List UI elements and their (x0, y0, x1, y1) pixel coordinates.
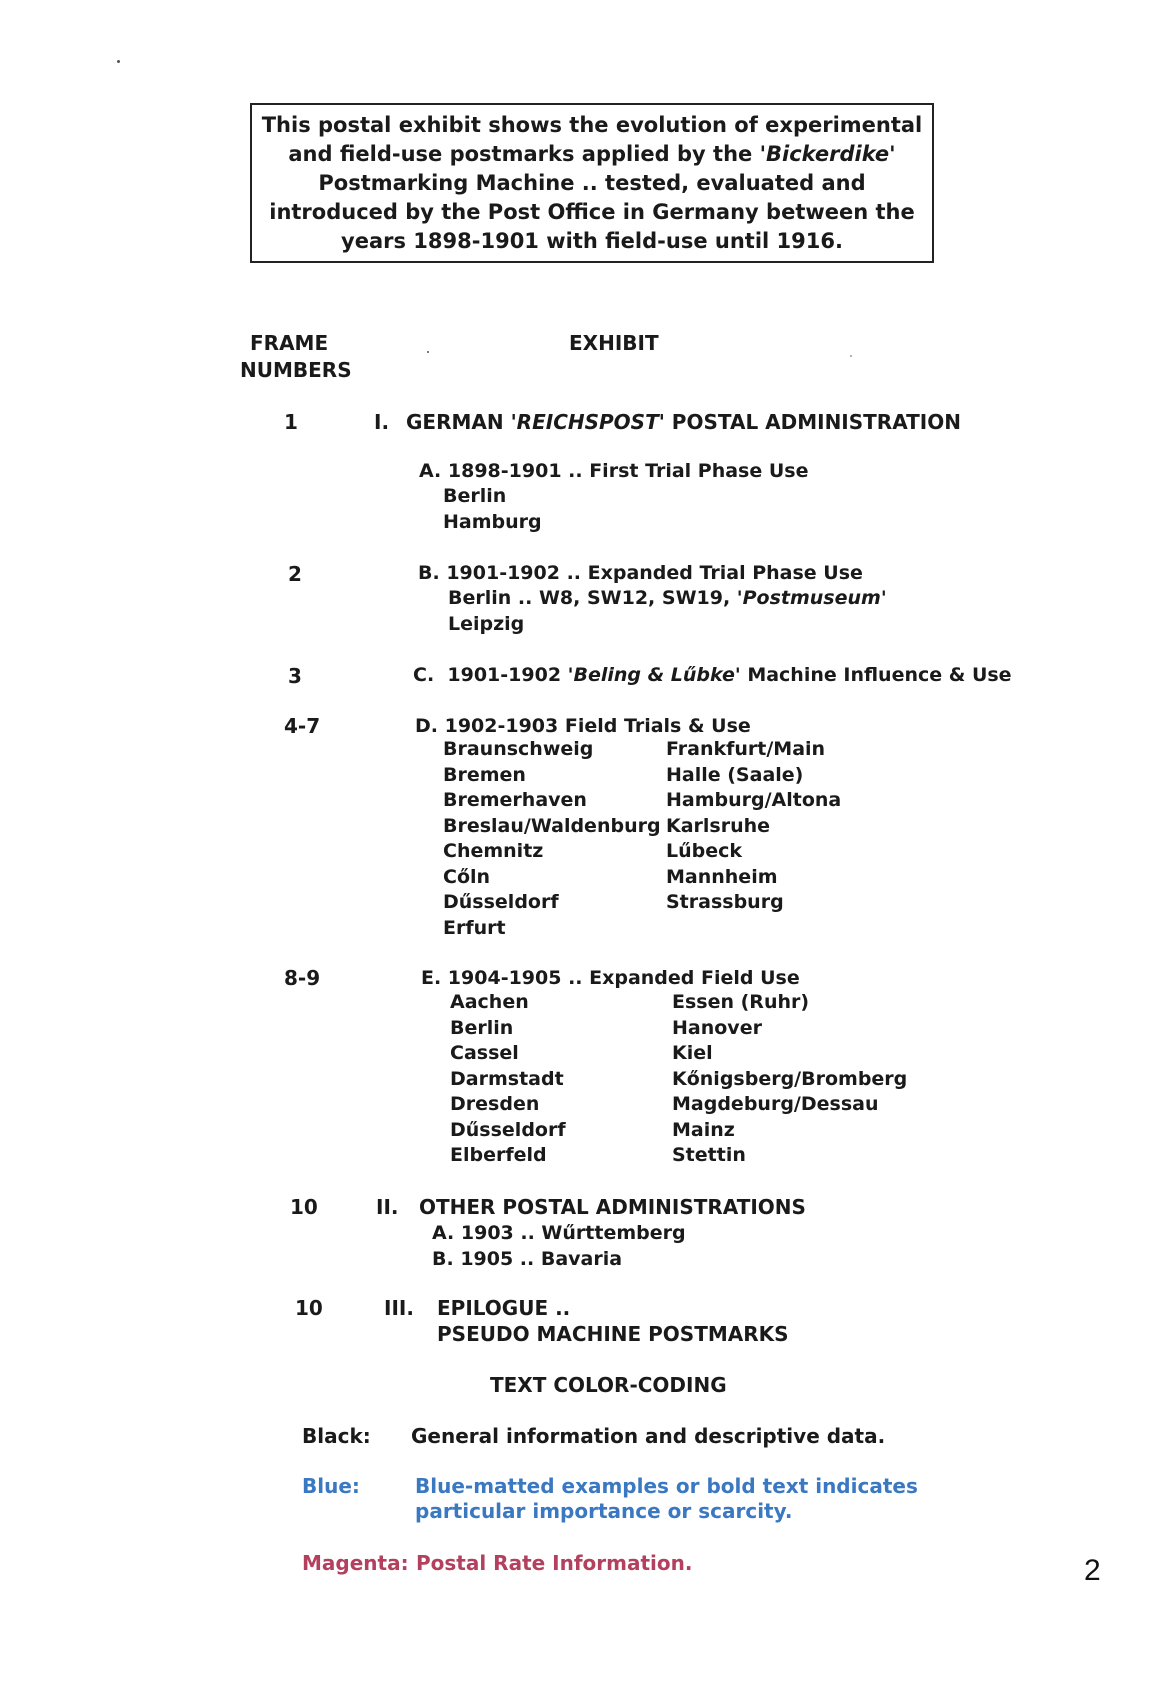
list-item: Leipzig (448, 613, 525, 635)
frame-number: 8-9 (284, 966, 321, 990)
city: Mannheim (666, 865, 778, 888)
city: Chemnitz (443, 840, 544, 862)
city: Mainz (672, 1118, 735, 1141)
legend-magenta-label: Magenta: (302, 1551, 409, 1575)
intro-line-5: years 1898-1901 with field-use until 1916. (341, 228, 843, 253)
city: Kőnigsberg/Bromberg (672, 1067, 908, 1090)
subsection-title: A. 1898-1901 .. First Trial Phase Use (419, 460, 809, 482)
city-column-left (443, 737, 661, 941)
list-item: Hamburg (443, 511, 542, 533)
city: Breslau/Waldenburg (443, 814, 661, 837)
legend-magenta-text: Postal Rate Information. (416, 1551, 693, 1575)
city: Bremerhaven (443, 789, 587, 811)
city: Erfurt (443, 916, 506, 939)
city: Halle (Saale) (666, 763, 804, 786)
frame-number: 3 (288, 664, 302, 688)
page-number: 2 (1084, 1554, 1101, 1587)
frame-number: 4-7 (284, 714, 321, 738)
scan-speck (850, 355, 852, 357)
city: Cőln (443, 865, 491, 888)
list-item: Berlin (443, 485, 507, 507)
legend-black-text: General information and descriptive data. (411, 1424, 886, 1448)
city: Stettin (672, 1144, 746, 1166)
city: Magdeburg/Dessau (672, 1093, 879, 1115)
list-item: A. 1903 .. Wűrttemberg (432, 1222, 686, 1244)
intro-line-2: and field-use postmarks applied by the 'Bickerdike' (288, 141, 896, 166)
city: Essen (Ruhr) (672, 991, 810, 1013)
intro-line-1: This postal exhibit shows the evolution of experimental (261, 112, 923, 137)
city: Braunschweig (443, 738, 594, 760)
subsection-title: D. 1902-1903 Field Trials & Use (415, 715, 751, 737)
list-item: B. 1905 .. Bavaria (432, 1248, 623, 1270)
city: Hamburg/Altona (666, 789, 842, 811)
section-title: OTHER POSTAL ADMINISTRATIONS (419, 1195, 806, 1219)
frame-numbers-header-line2: NUMBERS (240, 358, 352, 382)
scan-speck (427, 351, 429, 353)
exhibit-header: EXHIBIT (569, 331, 659, 355)
scan-speck (117, 60, 120, 63)
section-title: EPILOGUE .. (437, 1296, 571, 1320)
frame-number: 2 (288, 562, 302, 586)
section-numeral: II. (376, 1195, 399, 1219)
subsection-title: E. 1904-1905 .. Expanded Field Use (421, 967, 800, 989)
subsection-title: C. 1901-1902 'Beling & Lűbke' Machine Influence & Use (413, 664, 1012, 686)
city: Elberfeld (450, 1144, 547, 1166)
city: Cassel (450, 1042, 519, 1064)
city: Dűsseldorf (450, 1118, 566, 1141)
subsection-title: B. 1901-1902 .. Expanded Trial Phase Use (418, 562, 863, 584)
section-numeral: III. (384, 1296, 414, 1320)
city: Strassburg (666, 891, 784, 913)
city-column-left (450, 990, 566, 1169)
city: Darmstadt (450, 1067, 564, 1090)
intro-line-4: introduced by the Post Office in Germany between the (269, 199, 915, 224)
frame-number: 10 (290, 1195, 318, 1219)
city-column-right (666, 737, 841, 916)
city: Frankfurt/Main (666, 738, 826, 760)
city: Berlin (450, 1016, 514, 1039)
city-column-right (672, 990, 907, 1169)
city: Karlsruhe (666, 814, 771, 837)
city: Bremen (443, 763, 526, 786)
list-item: Berlin .. W8, SW12, SW19, 'Postmuseum' (448, 587, 887, 609)
frame-numbers-header: FRAME (250, 331, 329, 355)
section-subtitle: PSEUDO MACHINE POSTMARKS (437, 1322, 789, 1346)
city: Kiel (672, 1042, 713, 1064)
legend-title: TEXT COLOR-CODING (490, 1373, 727, 1397)
intro-line-3: Postmarking Machine .. tested, evaluated and (318, 170, 866, 195)
section-numeral: I. (374, 410, 390, 434)
legend-blue-label: Blue: (302, 1474, 360, 1498)
legend-black-label: Black: (302, 1424, 371, 1448)
city: Lűbeck (666, 840, 743, 862)
intro-box (250, 103, 934, 263)
frame-number: 1 (284, 410, 298, 434)
city: Dűsseldorf (443, 891, 559, 913)
frame-number: 10 (295, 1296, 323, 1320)
city: Aachen (450, 991, 529, 1013)
legend-blue-text: Blue-matted examples or bold text indicates particular importance or scarcity. (415, 1474, 918, 1523)
city: Hanover (672, 1016, 762, 1039)
city: Dresden (450, 1093, 540, 1115)
section-title: GERMAN 'REICHSPOST' POSTAL ADMINISTRATION (406, 410, 961, 434)
